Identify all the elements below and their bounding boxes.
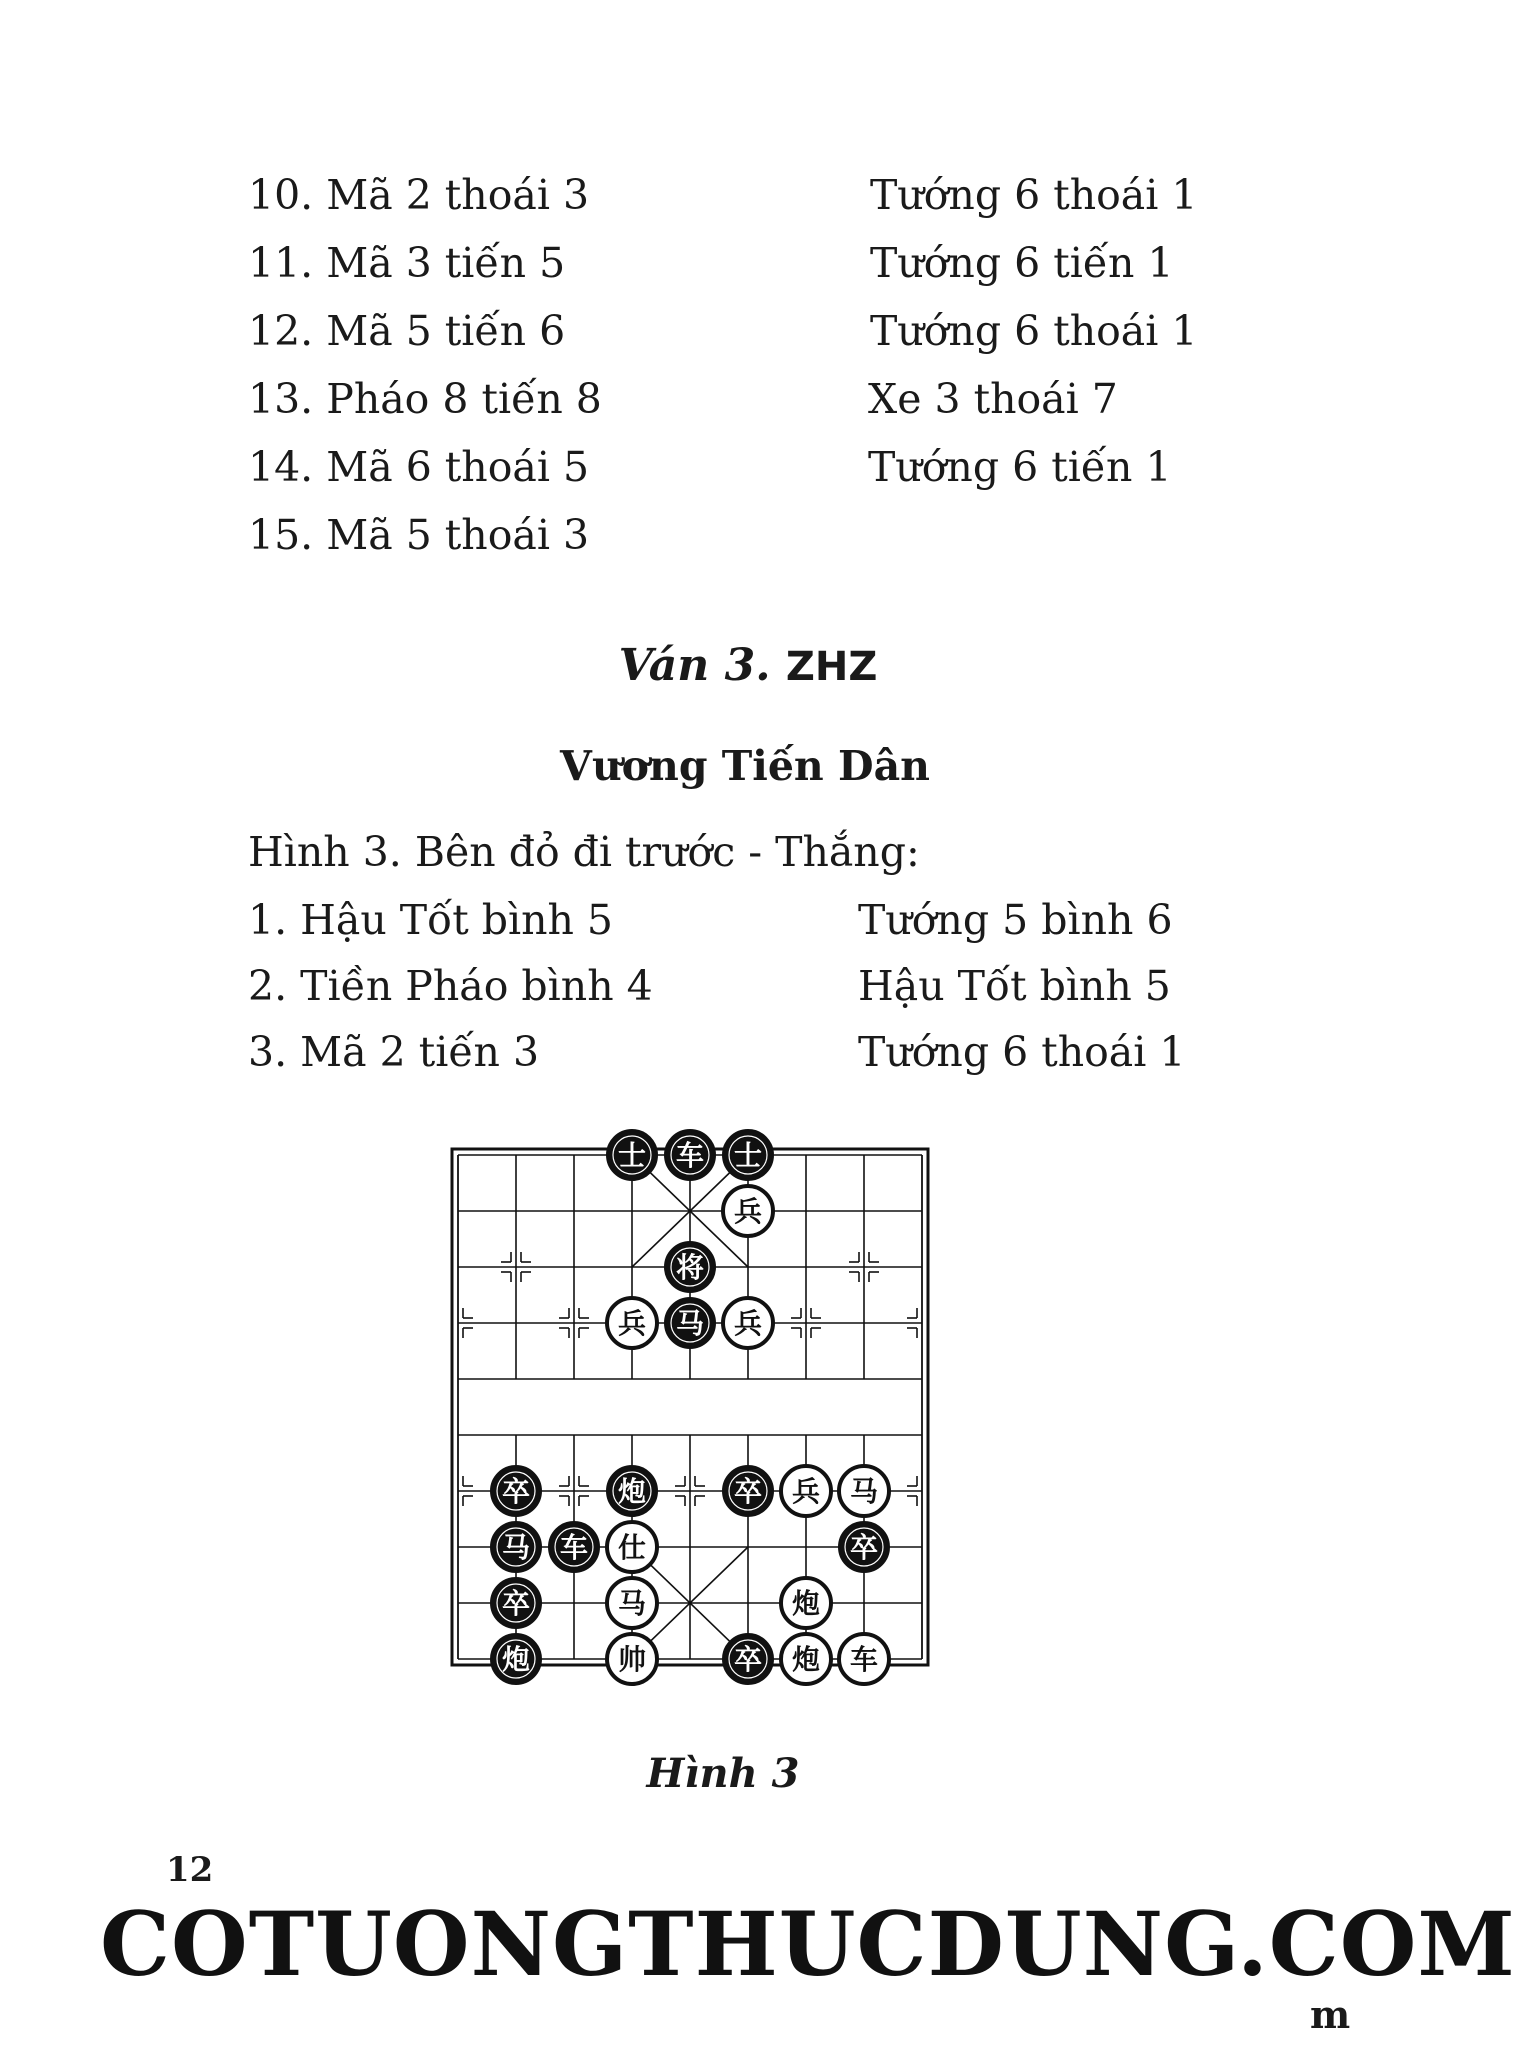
move-row: [248, 956, 1228, 1016]
move-black: Tướng 6 tiến 1: [868, 443, 1172, 491]
move-row: [248, 301, 1228, 361]
black-piece: [665, 1298, 715, 1348]
move-row: [248, 505, 1228, 565]
piece-label: 马: [849, 1475, 879, 1508]
black-piece: [549, 1522, 599, 1572]
red-piece: [607, 1634, 657, 1684]
piece-label: 马: [675, 1307, 705, 1340]
piece-label: 炮: [617, 1475, 647, 1508]
section-code: ZHZ: [785, 644, 878, 690]
piece-label: 炮: [501, 1643, 531, 1676]
black-piece: [723, 1466, 773, 1516]
piece-label: 帅: [617, 1643, 647, 1676]
piece-label: 炮: [791, 1643, 821, 1676]
red-piece: [607, 1522, 657, 1572]
red-piece: [781, 1578, 831, 1628]
piece-label: 炮: [791, 1587, 821, 1620]
red-piece: [781, 1466, 831, 1516]
black-piece: [491, 1522, 541, 1572]
instruction-text: Hình 3. Bên đỏ đi trước - Thắng:: [248, 828, 920, 876]
black-piece: [665, 1242, 715, 1292]
page-number: 12: [166, 1850, 214, 1890]
move-red: 10. Mã 2 thoái 3: [248, 171, 590, 219]
black-piece: [839, 1522, 889, 1572]
move-black: Tướng 6 tiến 1: [870, 239, 1174, 287]
piece-label: 马: [501, 1531, 531, 1564]
piece-label: 车: [559, 1531, 589, 1564]
move-red: 2. Tiền Pháo bình 4: [248, 962, 653, 1010]
black-piece: [723, 1634, 773, 1684]
black-piece: [491, 1578, 541, 1628]
move-red: 13. Pháo 8 tiến 8: [248, 375, 602, 423]
section-title-text: Ván 3.: [618, 640, 771, 691]
piece-label: 卒: [501, 1475, 531, 1508]
move-row: [248, 890, 1228, 950]
piece-label: 兵: [791, 1475, 821, 1508]
piece-label: 将: [675, 1251, 705, 1284]
xiangqi-board-diagram: [440, 1115, 940, 1715]
move-row: [248, 437, 1228, 497]
move-row: [248, 369, 1228, 429]
piece-label: 卒: [849, 1531, 879, 1564]
piece-label: 仕: [617, 1531, 647, 1564]
black-piece: [491, 1634, 541, 1684]
piece-label: 车: [675, 1139, 705, 1172]
piece-label: 卒: [501, 1587, 531, 1620]
piece-label: 士: [617, 1139, 647, 1172]
piece-label: 兵: [733, 1307, 763, 1340]
piece-label: 车: [849, 1643, 879, 1676]
piece-label: 卒: [733, 1643, 763, 1676]
section-title: [0, 640, 1366, 691]
black-piece: [607, 1466, 657, 1516]
author-name: Vương Tiến Dân: [560, 742, 930, 790]
red-piece: [607, 1298, 657, 1348]
piece-label: 士: [733, 1139, 763, 1172]
red-piece: [781, 1634, 831, 1684]
move-red: 11. Mã 3 tiến 5: [248, 239, 566, 287]
watermark-text: COTUONGTHUCDUNG.COM: [100, 1892, 1516, 1996]
red-piece: [607, 1578, 657, 1628]
figure-caption: Hình 3: [646, 1750, 800, 1797]
move-row: [248, 233, 1228, 293]
black-piece: [607, 1130, 657, 1180]
move-red: 15. Mã 5 thoái 3: [248, 511, 590, 559]
black-piece: [665, 1130, 715, 1180]
red-piece: [839, 1634, 889, 1684]
move-black: Tướng 6 thoái 1: [858, 1028, 1186, 1076]
move-black: Tướng 6 thoái 1: [870, 171, 1198, 219]
move-black: Tướng 5 bình 6: [858, 896, 1173, 944]
piece-label: 兵: [733, 1195, 763, 1228]
red-piece: [723, 1186, 773, 1236]
move-black: Tướng 6 thoái 1: [870, 307, 1198, 355]
piece-label: 马: [617, 1587, 647, 1620]
move-red: 3. Mã 2 tiến 3: [248, 1028, 540, 1076]
move-row: [248, 165, 1228, 225]
move-red: 1. Hậu Tốt bình 5: [248, 896, 614, 944]
move-red: 12. Mã 5 tiến 6: [248, 307, 566, 355]
red-piece: [839, 1466, 889, 1516]
piece-label: 兵: [617, 1307, 647, 1340]
black-piece: [491, 1466, 541, 1516]
corner-mark: m: [1310, 1992, 1351, 2037]
move-black: Xe 3 thoái 7: [868, 375, 1118, 423]
piece-label: 卒: [733, 1475, 763, 1508]
red-piece: [723, 1298, 773, 1348]
move-black: Hậu Tốt bình 5: [858, 962, 1171, 1010]
black-piece: [723, 1130, 773, 1180]
move-row: [248, 1022, 1228, 1082]
move-red: 14. Mã 6 thoái 5: [248, 443, 590, 491]
